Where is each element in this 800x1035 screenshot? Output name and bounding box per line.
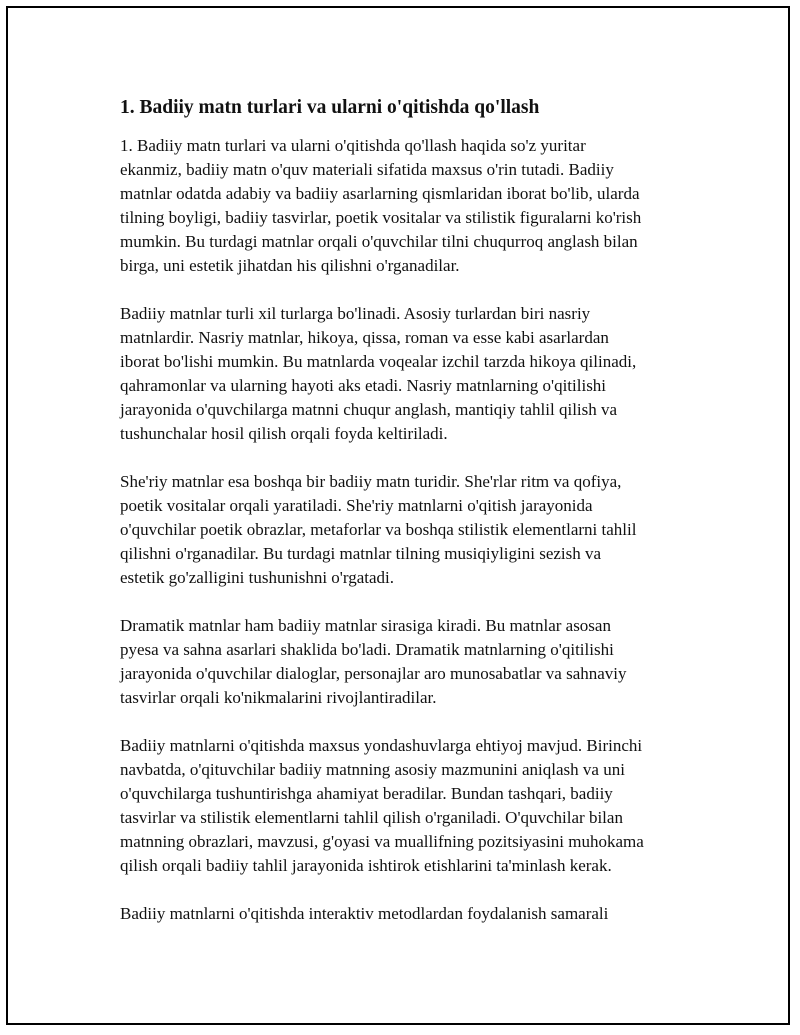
- text-line: tushunchalar hosil qilish orqali foyda keltiriladi.: [120, 424, 448, 443]
- text-line: ekanmiz, badiiy matn o'quv materiali sifatida maxsus o'rin tutadi. Badiiy: [120, 160, 614, 179]
- text-line: She'riy matnlar esa boshqa bir badiiy matn turidir. She'rlar ritm va qofiya,: [120, 472, 622, 491]
- text-line: qilishni o'rganadilar. Bu turdagi matnlar tilning musiqiyligini sezish va: [120, 544, 602, 563]
- paragraph-teaching-approaches: [120, 734, 690, 878]
- text-line: Badiiy matnlarni o'qitishda interaktiv metodlardan foydalanish samarali: [120, 904, 609, 923]
- document-title: 1. Badiiy matn turlari va ularni o'qitishda qo'llash: [120, 97, 540, 118]
- text-line: Badiiy matnlarni o'qitishda maxsus yondashuvlarga ehtiyoj mavjud. Birinchi: [120, 736, 643, 755]
- text-line: iborat bo'lishi mumkin. Bu matnlarda voqealar izchil tarzda hikoya qilinadi,: [120, 352, 637, 371]
- text-line: navbatda, o'qituvchilar badiiy matnning asosiy mazmunini aniqlash va uni: [120, 760, 625, 779]
- paragraph-poetic-texts: [120, 470, 690, 590]
- text-line: tasvirlar va stilistik elementlarni tahlil qilish o'rganiladi. O'quvchilar bilan: [120, 808, 623, 827]
- text-line: matnlardir. Nasriy matnlar, hikoya, qissa, roman va esse kabi asarlardan: [120, 328, 609, 347]
- text-line: 1. Badiiy matn turlari va ularni o'qitishda qo'llash haqida so'z yuritar: [120, 136, 586, 155]
- text-line: jarayonida o'quvchilar dialoglar, personajlar aro munosabatlar va sahnaviy: [120, 664, 627, 683]
- text-line: o'quvchilar poetik obrazlar, metaforlar va boshqa stilistik elementlarni tahlil: [120, 520, 637, 539]
- text-line: matnning obrazlari, mavzusi, g'oyasi va muallifning pozitsiyasini muhokama: [120, 832, 644, 851]
- text-line: pyesa va sahna asarlari shaklida bo'ladi. Dramatik matnlarning o'qitilishi: [120, 640, 614, 659]
- text-line: matnlar odatda adabiy va badiiy asarlarning qismlaridan iborat bo'lib, ularda: [120, 184, 640, 203]
- paragraph-intro: [120, 134, 690, 278]
- paragraph-dramatic-texts: [120, 614, 690, 710]
- document-body: [120, 96, 690, 950]
- text-line: estetik go'zalligini tushunishni o'rgatadi.: [120, 568, 395, 587]
- text-line: poetik vositalar orqali yaratiladi. She'riy matnlarni o'qitish jarayonida: [120, 496, 593, 515]
- text-line: mumkin. Bu turdagi matnlar orqali o'quvchilar tilni chuqurroq anglash bilan: [120, 232, 638, 251]
- text-line: Dramatik matnlar ham badiiy matnlar sirasiga kiradi. Bu matnlar asosan: [120, 616, 611, 635]
- text-line: tilning boyligi, badiiy tasvirlar, poetik vositalar va stilistik figuralarni ko'rish: [120, 208, 642, 227]
- text-line: qahramonlar va ularning hayoti aks etadi. Nasriy matnlarning o'qitilishi: [120, 376, 607, 395]
- text-line: Badiiy matnlar turli xil turlarga bo'linadi. Asosiy turlardan biri nasriy: [120, 304, 591, 323]
- text-line: jarayonida o'quvchilarga matnni chuqur anglash, mantiqiy tahlil qilish va: [120, 400, 618, 419]
- text-line: o'quvchilarga tushuntirishga ahamiyat beradilar. Bundan tashqari, badiiy: [120, 784, 613, 803]
- page-frame: [6, 6, 790, 1025]
- text-line: birga, uni estetik jihatdan his qilishni o'rganadilar.: [120, 256, 460, 275]
- text-line: qilish orqali badiiy tahlil jarayonida ishtirok etishlarini ta'minlash kerak.: [120, 856, 612, 875]
- paragraph-prose-texts: [120, 302, 690, 446]
- text-line: tasvirlar orqali ko'nikmalarini rivojlantiradilar.: [120, 688, 437, 707]
- paragraph-interactive-methods: [120, 902, 690, 926]
